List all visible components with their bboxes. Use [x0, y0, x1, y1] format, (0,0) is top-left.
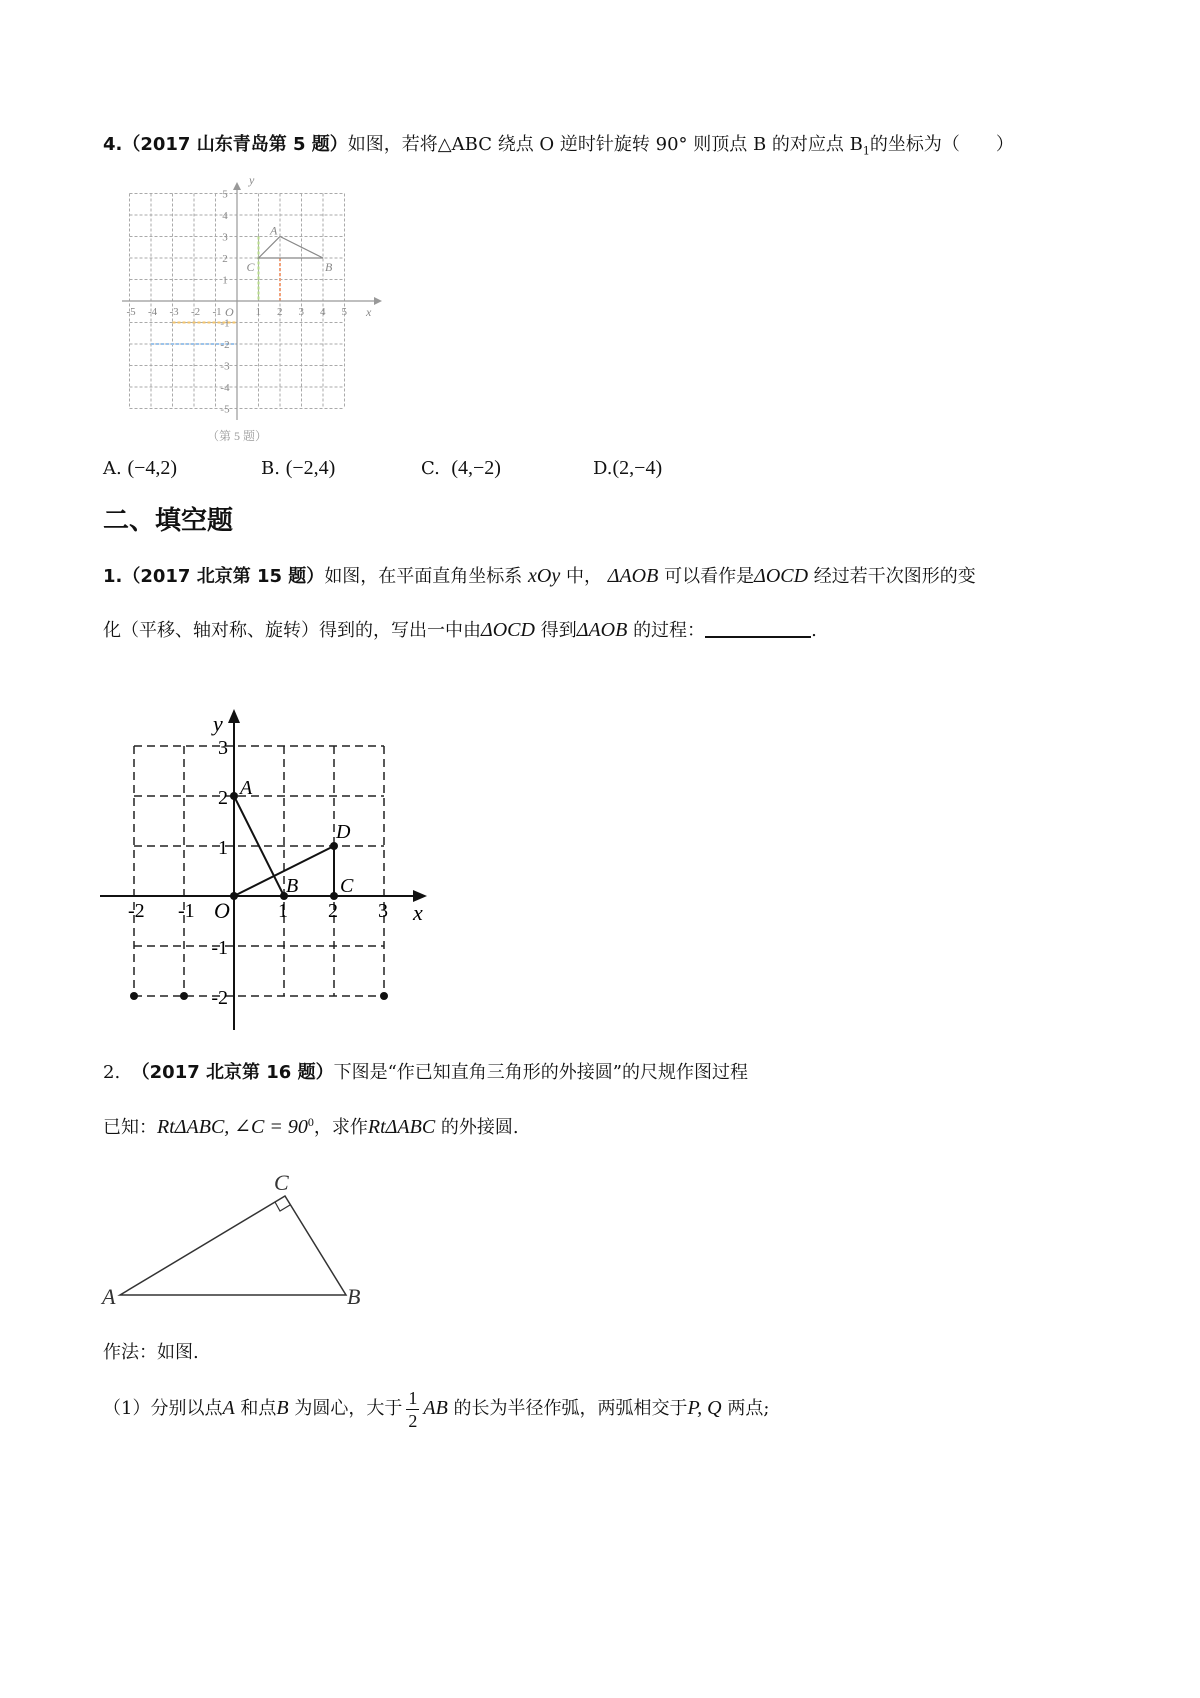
q4-x-tick: -3	[169, 306, 179, 318]
f1-y-arrow	[228, 709, 240, 723]
f2-triangle	[120, 1196, 346, 1295]
q4-option-c-label: C.	[421, 458, 440, 479]
f1-y-tick: -1	[211, 937, 228, 959]
f1-x-label: x	[413, 900, 423, 925]
f1-x-tick: -2	[128, 900, 145, 922]
f1-prefix: 1.（2017 北京第 15 题）	[103, 566, 325, 587]
q4-option-c-value: (4,−2)	[451, 457, 501, 479]
q4-option-d-label: D.	[593, 458, 613, 479]
q4-option-a-label: A.	[103, 458, 122, 479]
f1-point	[330, 842, 338, 850]
f1-ocd: ΔOCD	[754, 565, 809, 587]
q4-option-a-value: (−4,2)	[127, 457, 178, 479]
q4-option-a[interactable]	[103, 458, 177, 478]
q4-y-tick: -3	[220, 360, 230, 373]
q4-x-tick: -2	[191, 306, 201, 318]
q4-x-tick: 4	[320, 306, 326, 318]
f1-label-d: D	[336, 821, 351, 843]
q4-label-b: B	[325, 260, 333, 274]
q4-caption: （第 5 题）	[206, 429, 268, 443]
f2-step1-a: （1）分别以点	[103, 1398, 223, 1419]
f2-fraction-num: 1	[408, 1387, 418, 1408]
q4-body: 如图，若将△ABC 绕点 O 逆时针旋转 90° 则顶点 B 的对应点 B	[347, 134, 863, 155]
q4-prefix: 4.（2017 山东青岛第 5 题）	[103, 134, 348, 155]
q4-x-tick: 2	[277, 306, 283, 318]
f1-x-tick: 2	[328, 900, 338, 922]
f1-y-tick: 1	[218, 837, 228, 859]
f2-step1-AB: AB	[423, 1397, 448, 1419]
q4-y-tick: -5	[220, 403, 230, 416]
q4-x-tick: -1	[212, 306, 222, 318]
f2-step1-d: 的长为半径作弧，两弧相交于	[453, 1398, 688, 1419]
f2-step1-c: 为圆心，大于	[294, 1398, 403, 1419]
f1-text-a: 如图，在平面直角坐标系	[324, 566, 523, 587]
q4-triangle-abc	[259, 237, 324, 259]
f2-known-math: RtΔABC, ∠C = 90	[157, 1116, 308, 1138]
q4-y-tick: -1	[220, 317, 230, 330]
f2-label-b: B	[347, 1284, 361, 1309]
q4-x-tick: 3	[298, 306, 304, 318]
q4-option-c[interactable]	[421, 458, 501, 478]
q4-origin-label: O	[225, 305, 234, 319]
q4-x-arrow	[374, 297, 382, 305]
q4-y-label: y	[249, 173, 255, 187]
f2-label-a: A	[102, 1284, 116, 1309]
q4-option-d[interactable]	[593, 458, 662, 478]
section-title: 二、填空题	[103, 506, 234, 536]
f2-step1-A: A	[222, 1397, 235, 1419]
f1-point	[180, 992, 188, 1000]
q4-option-b[interactable]	[261, 458, 335, 478]
q4-subscript: 1	[862, 144, 870, 158]
q4-x-tick: 5	[341, 306, 347, 318]
q4-y-tick: -2	[220, 339, 230, 351]
f1-text-g: 的过程：	[633, 620, 706, 641]
q4-y-tick: 3	[222, 231, 228, 244]
f1-text-b: 中，	[565, 566, 602, 587]
q4-y-tick: 5	[222, 188, 228, 201]
f1-text-e: 化（平移、轴对称、旋转）得到的，写出一中由	[103, 620, 481, 641]
q4-option-b-label: B.	[261, 458, 280, 479]
q4-stem	[103, 136, 1014, 157]
q4-x-tick: 1	[255, 306, 261, 318]
f1-point	[230, 792, 238, 800]
f1-end: .	[811, 620, 817, 641]
f1-aob-2: ΔAOB	[576, 619, 628, 641]
q4-suffix: 的坐标为（ ）	[869, 134, 1014, 155]
f1-origin-label: O	[214, 898, 230, 923]
q4-label-a: A	[270, 223, 278, 238]
q4-option-b-value: (−2,4)	[285, 457, 336, 479]
f1-point	[230, 892, 238, 900]
q4-x-label: x	[366, 305, 372, 319]
f1-tick-labels	[128, 737, 388, 1009]
q4-y-arrow	[233, 182, 241, 190]
f2-step1-e: 两点;	[727, 1398, 770, 1419]
f2-known-c: 的外接圆.	[440, 1117, 519, 1138]
f2-known-sup: 0	[307, 1115, 314, 1129]
f1-text-f: 得到	[540, 620, 577, 641]
f2-prefix: （2017 北京第 16 题）	[131, 1062, 334, 1083]
f2-known-label: 已知：	[103, 1117, 157, 1138]
f2-line1	[103, 1064, 748, 1082]
f1-figure	[95, 705, 435, 1035]
f2-known-b: ，求作	[313, 1117, 368, 1138]
f2-step1	[103, 1384, 769, 1436]
f1-y-tick: 2	[218, 787, 228, 809]
f2-method: 作法：如图.	[103, 1342, 199, 1363]
f1-answer-blank[interactable]	[705, 620, 811, 638]
f2-step1-B: B	[276, 1397, 289, 1419]
f2-figure	[100, 1162, 380, 1312]
f1-y-tick: 3	[218, 737, 228, 759]
f2-fraction	[406, 1389, 419, 1430]
q4-y-tick: 1	[222, 274, 228, 287]
f1-point	[380, 992, 388, 1000]
f1-xoy: xOy	[528, 565, 561, 587]
q4-y-tick: -4	[220, 382, 230, 394]
f1-label-a: A	[240, 777, 253, 799]
q4-option-d-value: (2,−4)	[612, 457, 663, 479]
f1-label-c: C	[340, 875, 354, 897]
f1-y-tick: -2	[211, 987, 228, 1009]
f2-known-math2: RtΔABC	[367, 1116, 436, 1138]
f1-point	[130, 992, 138, 1000]
f1-aob: ΔAOB	[607, 565, 659, 587]
f1-ocd-2: ΔOCD	[481, 619, 535, 641]
q4-y-tick: 4	[222, 210, 228, 222]
f2-right-angle-mark	[275, 1202, 290, 1211]
q4-x-tick: -5	[126, 306, 136, 318]
f1-grid	[134, 746, 384, 996]
f1-line2	[103, 620, 817, 640]
f1-line1	[103, 566, 976, 586]
f1-text-c: 可以看作是	[664, 566, 755, 587]
q4-figure	[112, 170, 392, 450]
f1-x-tick: -1	[178, 900, 195, 922]
f2-num: 2.	[103, 1062, 121, 1083]
q4-label-c: C	[246, 260, 255, 274]
q4-x-tick: -4	[148, 306, 158, 318]
f1-x-tick: 3	[378, 900, 388, 922]
f1-y-label: y	[213, 711, 223, 736]
q4-y-tick: 2	[222, 253, 228, 265]
f1-point	[330, 892, 338, 900]
f2-step1-PQ: P, Q	[687, 1397, 722, 1419]
f2-step1-b: 和点	[240, 1398, 277, 1419]
f1-label-b: B	[286, 875, 299, 897]
f1-x-tick: 1	[278, 900, 288, 922]
f1-text-d: 经过若干次图形的变	[813, 566, 976, 587]
f2-fraction-den: 2	[408, 1410, 418, 1431]
f2-text: 下图是“作已知直角三角形的外接圆”的尺规作图过程	[333, 1062, 748, 1083]
f2-label-c: C	[274, 1170, 289, 1195]
f2-known	[103, 1116, 519, 1137]
